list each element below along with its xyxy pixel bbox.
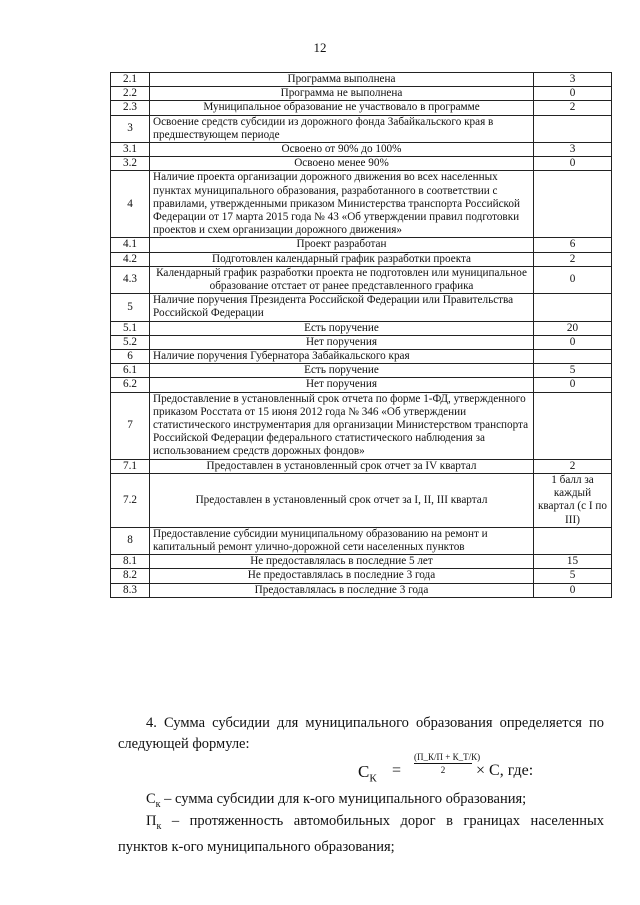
criterion-description: Проект разработан xyxy=(150,238,534,252)
criterion-description: Нет поручения xyxy=(150,378,534,392)
definition-pk: $П_к$ – протяженность автомобильных дорог в границах населенных пунктов к-ого муниципального образования; xyxy=(118,813,604,855)
formula-equals: = xyxy=(392,762,402,779)
row-number: 5.1 xyxy=(111,321,150,335)
paragraph-4: 4. Сумма субсидии для муниципального образования определяется по следующей формуле: xyxy=(118,715,604,752)
criterion-score: 3 xyxy=(534,143,612,157)
table-row xyxy=(111,294,612,321)
table-row xyxy=(111,583,612,597)
criterion-score: 0 xyxy=(534,266,612,293)
table-row xyxy=(111,87,612,101)
criterion-description: Есть поручение xyxy=(150,364,534,378)
definition-ck-symbol: $С_к$ xyxy=(146,791,161,810)
row-number: 4.1 xyxy=(111,238,150,252)
table-row xyxy=(111,73,612,87)
criterion-score: 0 xyxy=(534,87,612,101)
table-row xyxy=(111,101,612,115)
row-number: 8.2 xyxy=(111,569,150,583)
criterion-score xyxy=(534,392,612,459)
table-row xyxy=(111,143,612,157)
criterion-description: Освоено от 90% до 100% xyxy=(150,143,534,157)
formula-lhs: $С_К$ xyxy=(358,762,377,785)
criterion-description: Наличие поручения Президента Российской Федерации или Правительства Российской Федерации xyxy=(150,294,534,321)
criterion-description: Не предоставлялась в последние 5 лет xyxy=(150,555,534,569)
criterion-description: Подготовлен календарный график разработки проекта xyxy=(150,252,534,266)
criterion-description: Есть поручение xyxy=(150,321,534,335)
table-row xyxy=(111,364,612,378)
criterion-score: 2 xyxy=(534,252,612,266)
criterion-description: Нет поручения xyxy=(150,335,534,349)
table-row xyxy=(111,392,612,459)
criterion-score xyxy=(534,171,612,238)
criterion-description: Предоставлен в установленный срок отчет за I, II, III квартал xyxy=(150,473,534,527)
row-number: 4 xyxy=(111,171,150,238)
row-number: 6.1 xyxy=(111,364,150,378)
criterion-score: 0 xyxy=(534,157,612,171)
criterion-score: 20 xyxy=(534,321,612,335)
row-number: 5.2 xyxy=(111,335,150,349)
criterion-description: Не предоставлялась в последние 3 года xyxy=(150,569,534,583)
row-number: 3.1 xyxy=(111,143,150,157)
page-number: 12 xyxy=(313,40,327,55)
row-number: 2.1 xyxy=(111,73,150,87)
criterion-score: 0 xyxy=(534,583,612,597)
criterion-description: Муниципальное образование не участвовало в программе xyxy=(150,101,534,115)
criterion-description: Предоставлялась в последние 3 года xyxy=(150,583,534,597)
criterion-score: 0 xyxy=(534,378,612,392)
criterion-description: Календарный график разработки проекта не подготовлен или муниципальное образование отстает от ранее представленного графика xyxy=(150,266,534,293)
table-row xyxy=(111,527,612,554)
table-row xyxy=(111,473,612,527)
row-number: 6.2 xyxy=(111,378,150,392)
table-row xyxy=(111,350,612,364)
row-number: 4.2 xyxy=(111,252,150,266)
criterion-score: 6 xyxy=(534,238,612,252)
row-number: 3 xyxy=(111,115,150,142)
row-number: 8.3 xyxy=(111,583,150,597)
table-row xyxy=(111,115,612,142)
table-row xyxy=(111,569,612,583)
row-number: 5 xyxy=(111,294,150,321)
table-row xyxy=(111,266,612,293)
definition-ck: $С_к$ – сумма субсидии для к-ого муниципального образования; xyxy=(146,791,527,810)
criterion-score: 5 xyxy=(534,364,612,378)
criterion-description: Программа выполнена xyxy=(150,73,534,87)
criterion-description: Предоставление в установленный срок отчета по форме 1-ФД, утвержденного приказом Росстата от 15 июня 2012 года № 346 «Об утверждении статистического инструментария для организации Министерством транспорта Российской Федерации федерального статистического наблюдения за использованием средств дорожных фондов» xyxy=(150,392,534,459)
row-number: 4.3 xyxy=(111,266,150,293)
row-number: 2.3 xyxy=(111,101,150,115)
table-row xyxy=(111,157,612,171)
table-row xyxy=(111,378,612,392)
table-row xyxy=(111,459,612,473)
criterion-description: Наличие проекта организации дорожного движения во всех населенных пунктах муниципального образования, разработанного в соответствии с правилами, утвержденными приказом Министерства транспорта Российской Федерации от 17 марта 2015 года № 43 «Об утверждении правил подготовки проектов и схем организации дорожного движения» xyxy=(150,171,534,238)
row-number: 3.2 xyxy=(111,157,150,171)
criterion-description: Наличие поручения Губернатора Забайкальского края xyxy=(150,350,534,364)
definition-pk-symbol: $П_к$ xyxy=(146,813,162,832)
criterion-score xyxy=(534,527,612,554)
table-row xyxy=(111,171,612,238)
table-row xyxy=(111,238,612,252)
criterion-score: 1 балл за каждый квартал (с I по III) xyxy=(534,473,612,527)
criterion-description: Освоено менее 90% xyxy=(150,157,534,171)
formula-tail: × С, где: xyxy=(476,762,534,779)
row-number: 7 xyxy=(111,392,150,459)
criterion-description: Освоение средств субсидии из дорожного фонда Забайкальского края в предшествующем периоде xyxy=(150,115,534,142)
criterion-score xyxy=(534,350,612,364)
criterion-score: 2 xyxy=(534,459,612,473)
formula-numerator: (П_К/П + К_Т/К) xyxy=(414,752,481,762)
table-row xyxy=(111,555,612,569)
criterion-description: Программа не выполнена xyxy=(150,87,534,101)
row-number: 7.1 xyxy=(111,459,150,473)
row-number: 7.2 xyxy=(111,473,150,527)
table-row xyxy=(111,335,612,349)
criterion-score: 2 xyxy=(534,101,612,115)
row-number: 8.1 xyxy=(111,555,150,569)
criterion-description: Предоставление субсидии муниципальному образованию на ремонт и капитальный ремонт улично-дорожной сети населенных пунктов xyxy=(150,527,534,554)
row-number: 8 xyxy=(111,527,150,554)
criterion-score: 0 xyxy=(534,335,612,349)
formula-denominator: 2 xyxy=(440,765,446,775)
table-row xyxy=(111,321,612,335)
table-row xyxy=(111,252,612,266)
criterion-score xyxy=(534,115,612,142)
criterion-score xyxy=(534,294,612,321)
row-number: 6 xyxy=(111,350,150,364)
criterion-score: 3 xyxy=(534,73,612,87)
criteria-table xyxy=(110,72,612,598)
formula-fraction xyxy=(414,752,481,775)
criterion-description: Предоставлен в установленный срок отчет за IV квартал xyxy=(150,459,534,473)
criterion-score: 15 xyxy=(534,555,612,569)
row-number: 2.2 xyxy=(111,87,150,101)
criterion-score: 5 xyxy=(534,569,612,583)
